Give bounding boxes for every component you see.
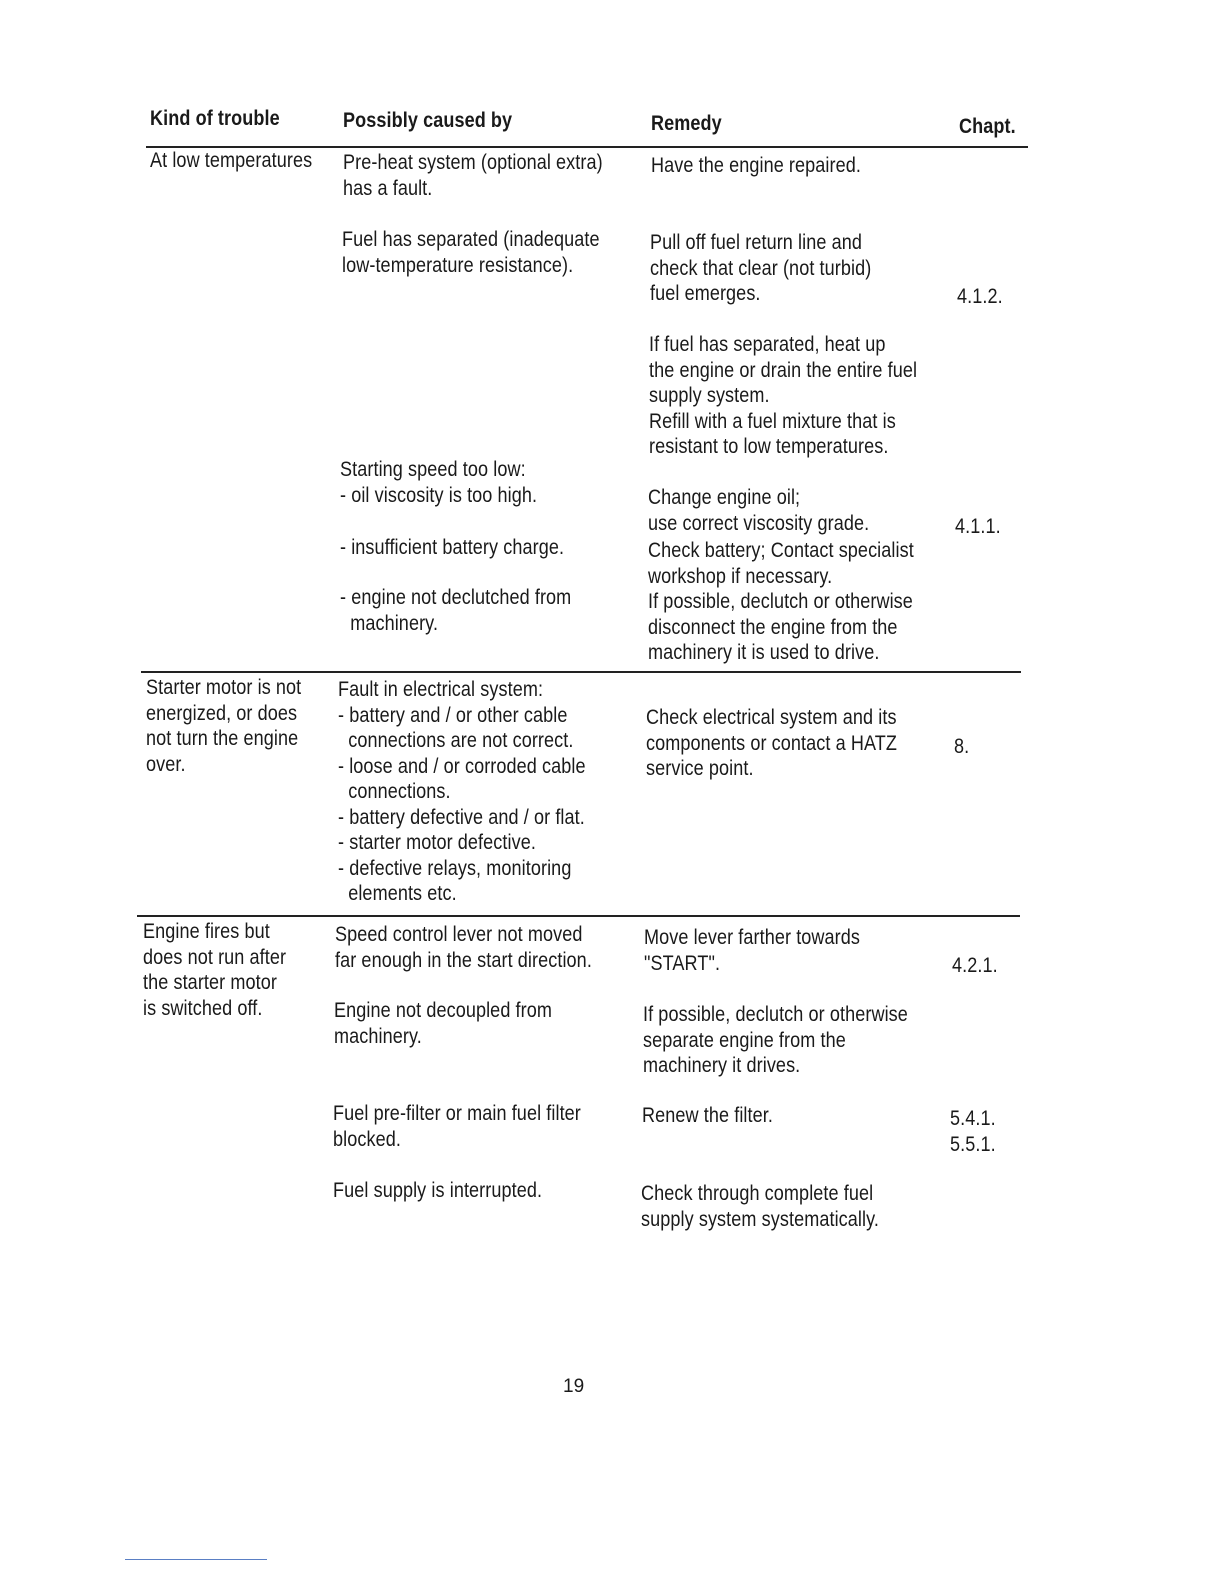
- chapt-4-2-1: 4.2.1.: [952, 954, 998, 977]
- page-number: 19: [563, 1376, 585, 1397]
- cause-filter-blocked: Fuel pre-filter or main fuel filter blocked.: [333, 1102, 581, 1151]
- header-possibly-caused-by: Possibly caused by: [343, 109, 513, 132]
- remedy-declutch-disconnect: If possible, declutch or otherwise disconnect the engine from the machinery it is used to drive.: [648, 590, 913, 664]
- cause-electrical-fault: Fault in electrical system: - battery and / or other cable connections are not correct. - loose and / or corroded cable connections. - battery defective and / or flat. - starter motor defective. - defective relays, monitoring elements etc.: [338, 678, 586, 905]
- chapt-4-1-2: 4.1.2.: [957, 285, 1003, 308]
- section-rule-1: [141, 671, 1021, 673]
- remedy-fuel-return-line: Pull off fuel return line and check that clear (not turbid) fuel emerges.: [650, 231, 872, 305]
- cause-preheat: Pre-heat system (optional extra) has a fault.: [343, 151, 603, 200]
- kind-starter-motor: Starter motor is not energized, or does not turn the engine over.: [146, 676, 302, 776]
- header-chapt: Chapt.: [959, 115, 1016, 138]
- section-rule-2: [137, 915, 1020, 917]
- remedy-renew-filter: Renew the filter.: [642, 1104, 773, 1127]
- chapt-5-4-1-5-5-1: 5.4.1. 5.5.1.: [950, 1107, 996, 1156]
- cause-speed-lever: Speed control lever not moved far enough in the start direction.: [335, 923, 592, 972]
- cause-not-declutched: - engine not declutched from machinery.: [340, 586, 572, 635]
- chapt-4-1-1: 4.1.1.: [955, 515, 1001, 538]
- cause-not-decoupled: Engine not decoupled from machinery.: [334, 999, 553, 1048]
- cause-fuel-separated: Fuel has separated (inadequate low-temperature resistance).: [342, 228, 600, 277]
- footer-blue-line: [125, 1559, 267, 1560]
- header-remedy: Remedy: [651, 112, 722, 135]
- remedy-check-battery: Check battery; Contact specialist workshop if necessary.: [648, 539, 914, 588]
- cause-starting-speed: Starting speed too low: - oil viscosity is too high.: [340, 458, 538, 507]
- remedy-heat-or-drain: If fuel has separated, heat up the engine or drain the entire fuel supply system. Refill with a fuel mixture that is resistant to low temperatures.: [649, 333, 918, 458]
- cause-fuel-interrupted: Fuel supply is interrupted.: [333, 1179, 543, 1202]
- kind-low-temperatures: At low temperatures: [150, 149, 313, 172]
- remedy-move-lever: Move lever farther towards "START".: [644, 926, 861, 975]
- remedy-preheat: Have the engine repaired.: [651, 154, 861, 177]
- header-kind-of-trouble: Kind of trouble: [150, 107, 280, 130]
- remedy-check-electrical: Check electrical system and its components or contact a HATZ service point.: [646, 706, 898, 780]
- kind-engine-fires: Engine fires but does not run after the starter motor is switched off.: [143, 920, 287, 1020]
- remedy-declutch-separate: If possible, declutch or otherwise separate engine from the machinery it drives.: [643, 1003, 908, 1077]
- cause-battery-charge: - insufficient battery charge.: [340, 536, 565, 559]
- remedy-change-oil: Change engine oil; use correct viscosity grade.: [648, 486, 870, 535]
- remedy-check-fuel-supply: Check through complete fuel supply system systematically.: [641, 1182, 880, 1231]
- chapt-8: 8.: [954, 735, 970, 758]
